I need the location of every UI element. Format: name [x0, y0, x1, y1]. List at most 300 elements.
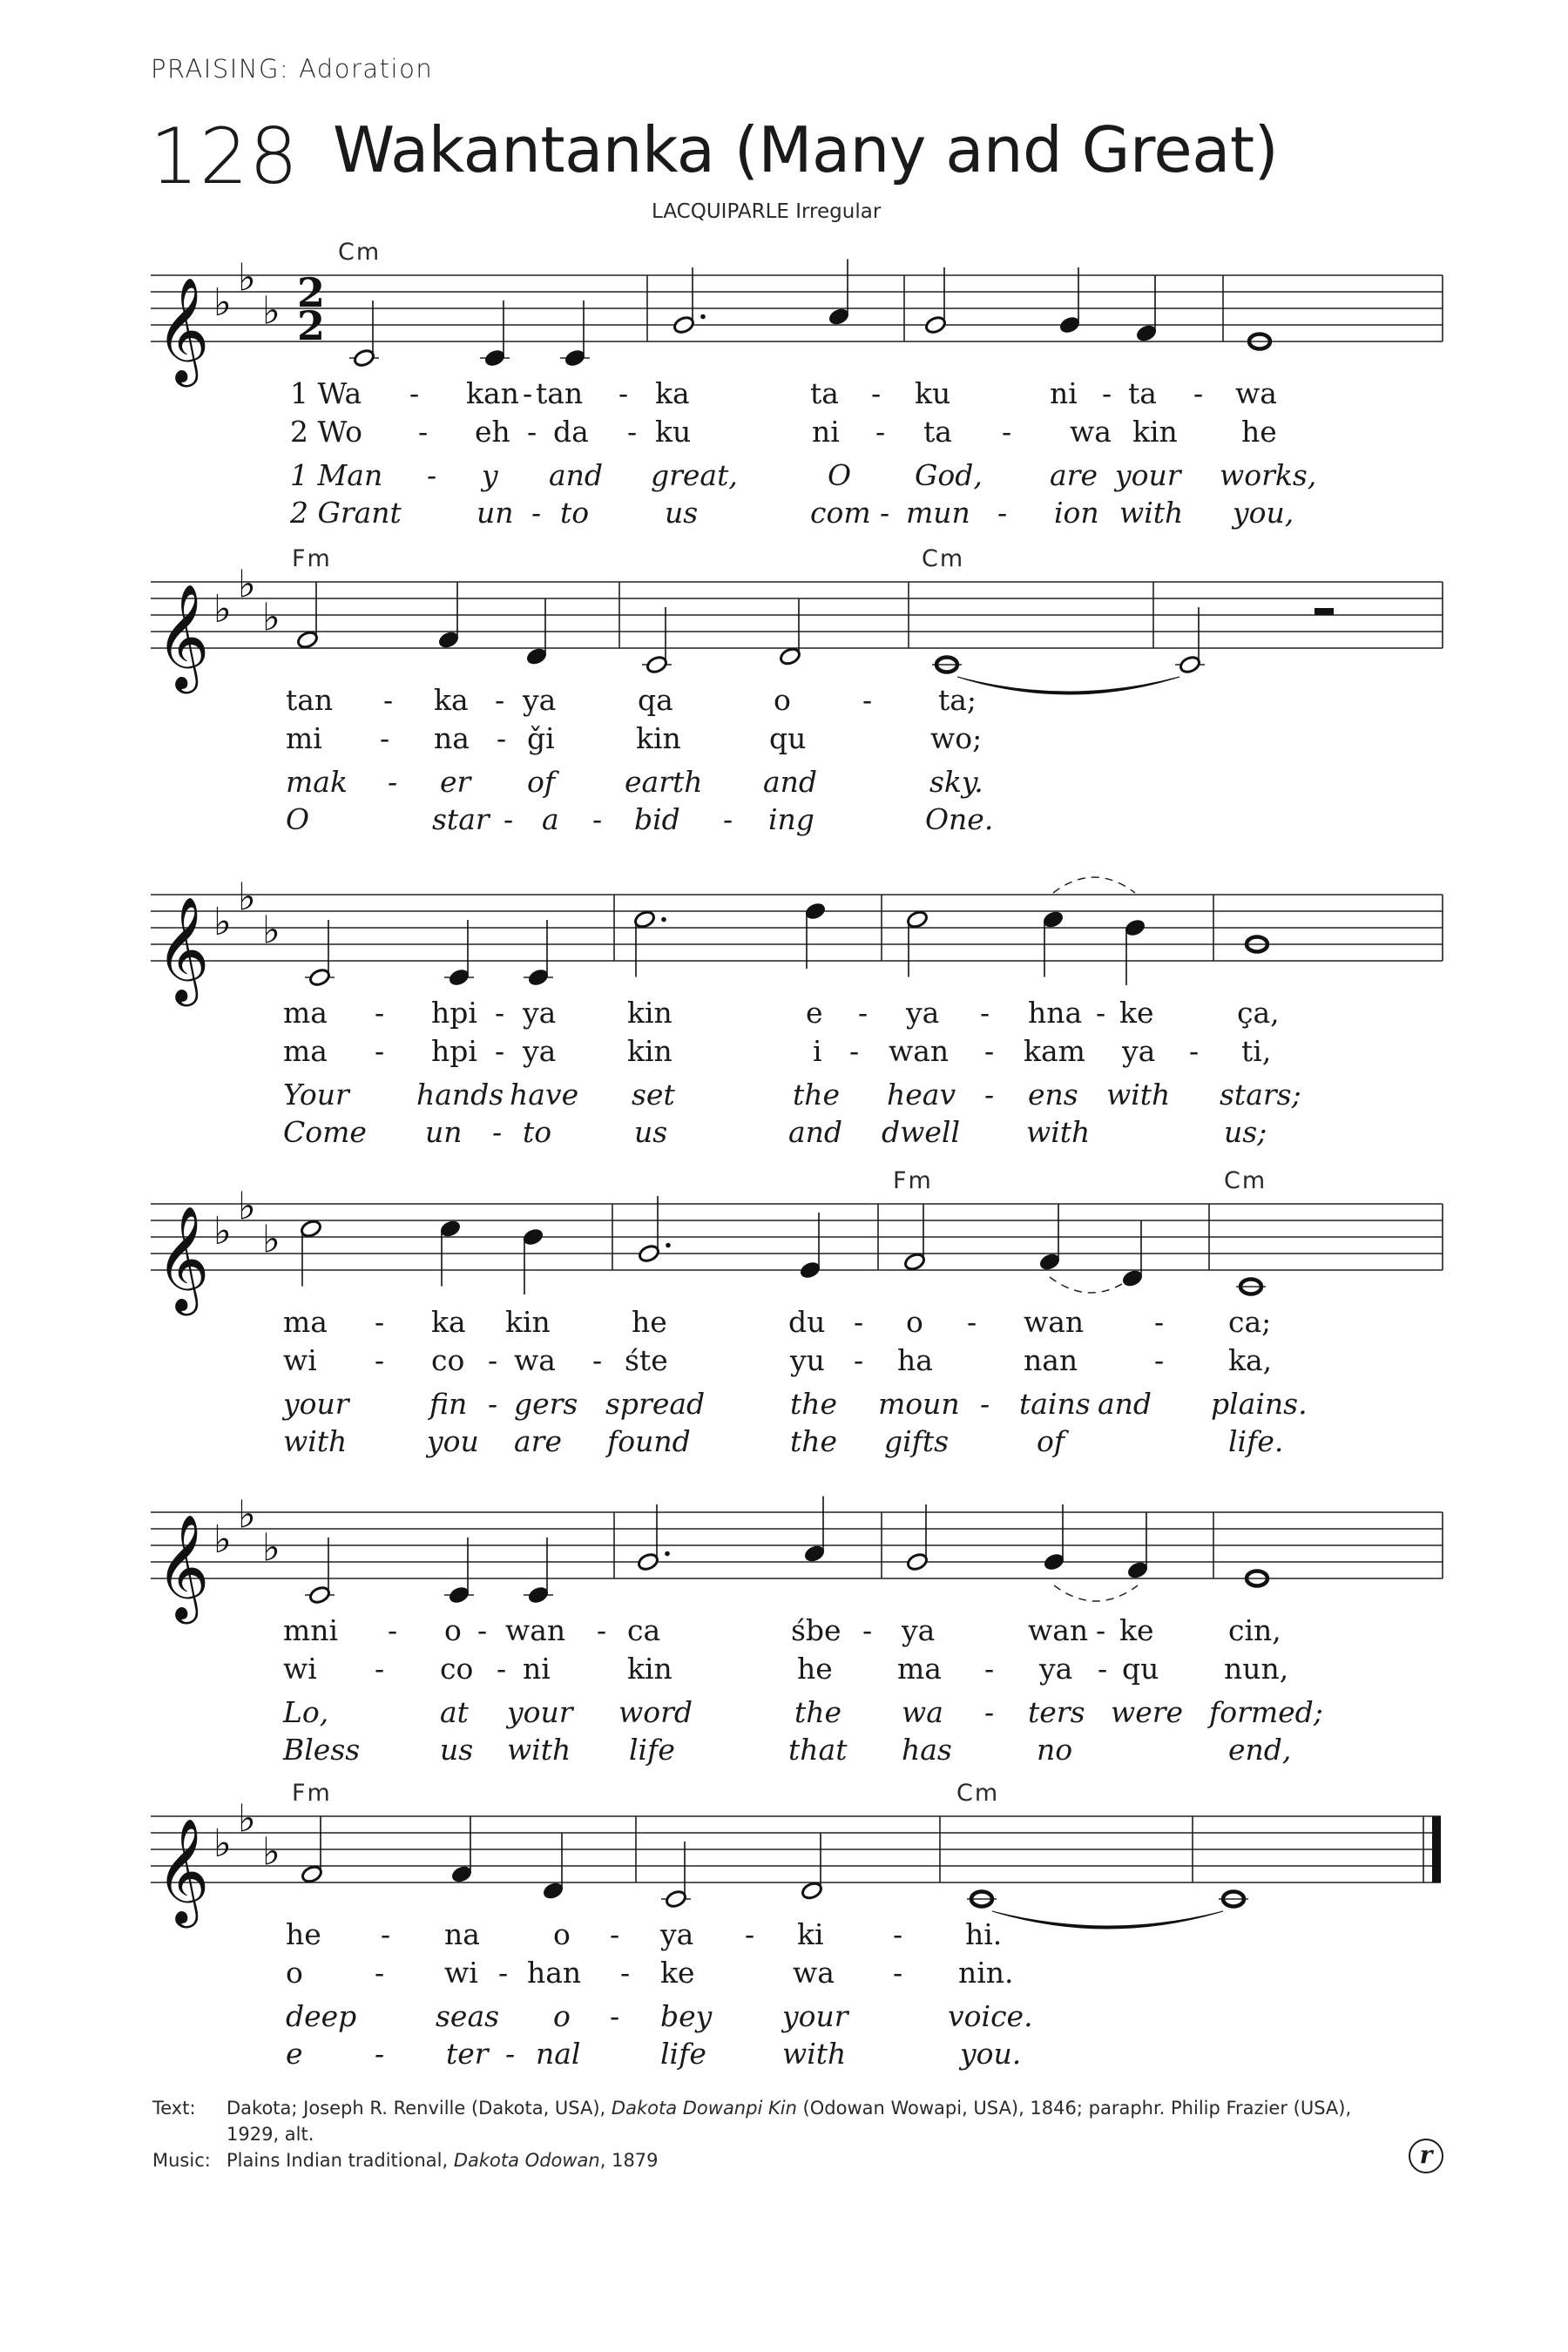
- chord-symbol: Cm: [338, 239, 382, 266]
- tie: [957, 677, 1179, 694]
- flat-icon: ♭: [238, 875, 256, 920]
- hyphen: -: [495, 996, 505, 1030]
- note-quarter: [1043, 1504, 1065, 1571]
- lyric-syllable: wan: [505, 1613, 566, 1647]
- lyric-syllable: o: [553, 1917, 571, 1951]
- flat-icon: ♭: [262, 1525, 280, 1571]
- flat-icon: ♭: [213, 1209, 232, 1254]
- lyric-syllable: ya: [523, 996, 557, 1030]
- lyric-syllable: found: [607, 1424, 691, 1458]
- lyric-syllable: ter: [446, 2037, 489, 2071]
- note-quarter: [525, 599, 548, 666]
- lyric-syllable: ta;: [938, 683, 977, 717]
- lyric-syllable: mak: [286, 765, 348, 799]
- lyric-syllable: ma: [897, 1652, 942, 1686]
- lyric-syllable: bid: [634, 802, 680, 836]
- hyphen: -: [497, 721, 507, 755]
- lyric-line: [283, 1115, 1267, 1149]
- lyric-line: [286, 765, 983, 799]
- lyric-syllable: o: [286, 1956, 303, 1990]
- lyric-syllable: o: [906, 1305, 923, 1339]
- hyphen: -: [610, 1999, 620, 2033]
- hyphen: -: [597, 1613, 607, 1647]
- hyphen: -: [427, 458, 437, 492]
- staff-system: [151, 545, 1443, 836]
- hyphen: -: [381, 1917, 391, 1951]
- hyphen: -: [1193, 376, 1204, 410]
- lyric-syllable: er: [440, 765, 471, 799]
- lyric-syllable: with: [1106, 1078, 1171, 1112]
- lyric-syllable: wi: [283, 1343, 317, 1377]
- lyric-syllable: ha: [897, 1343, 933, 1377]
- lyric-syllable: ion: [1054, 496, 1099, 530]
- lyric-syllable: ya: [523, 683, 557, 717]
- lyric-syllable: your: [1115, 458, 1181, 492]
- lyric-syllable: ku: [655, 415, 692, 449]
- lyric-syllable: gifts: [884, 1424, 950, 1458]
- hyphen: -: [745, 1917, 755, 1951]
- lyric-syllable: your: [283, 1387, 349, 1421]
- hyphen: -: [997, 496, 1008, 530]
- lyric-syllable: ka: [431, 1305, 466, 1339]
- lyric-syllable: wan: [889, 1034, 950, 1068]
- lyric-syllable: ni: [1050, 376, 1078, 410]
- note-quarter: [1042, 909, 1064, 977]
- lyric-syllable: star: [432, 802, 490, 836]
- hyphen: -: [388, 1613, 398, 1647]
- credits-text: [152, 2098, 1351, 2119]
- treble-clef-icon: 𝄞: [156, 1817, 210, 1923]
- lyric-syllable: com: [810, 496, 871, 530]
- lyric-syllable: ni: [812, 415, 840, 449]
- dashed-slur: [1054, 1585, 1138, 1601]
- lyric-syllable: Come: [283, 1115, 367, 1149]
- lyric-syllable: kam: [1024, 1034, 1085, 1068]
- lyric-syllable: wa: [902, 1695, 943, 1729]
- lyric-syllable: kin: [1132, 415, 1178, 449]
- hyphen: -: [375, 1956, 385, 1990]
- lyric-syllable: tains: [1019, 1387, 1091, 1421]
- lyric-syllable: with: [283, 1424, 348, 1458]
- lyric-syllable: han: [527, 1956, 582, 1990]
- flat-icon: ♭: [213, 1517, 232, 1562]
- flat-icon: ♭: [213, 587, 232, 632]
- lyric-syllable: kin: [627, 996, 672, 1030]
- staff-system: [151, 1167, 1443, 1458]
- lyric-syllable: formed;: [1209, 1695, 1323, 1729]
- lyric-syllable: o: [553, 1999, 571, 2033]
- lyric-syllable: o: [444, 1613, 462, 1647]
- tie: [992, 1911, 1223, 1929]
- dashed-slur: [1053, 877, 1135, 893]
- hyphen: -: [723, 802, 733, 836]
- lyric-syllable: ka: [434, 683, 469, 717]
- lyric-syllable: and: [1098, 1387, 1152, 1421]
- lyric-line: [290, 415, 1277, 449]
- note-quarter: [560, 301, 590, 368]
- lyric-syllable: ya: [523, 1034, 557, 1068]
- credits-text-part: (Odowan Wowapi, USA), 1846; paraphr. Philip Frazier (USA),: [796, 2098, 1352, 2119]
- lyric-syllable: wi: [444, 1956, 478, 1990]
- credits-text-source: Dakota Dowanpi Kin: [611, 2098, 797, 2119]
- hymn-number: 128: [150, 112, 299, 201]
- lyric-syllable: you.: [960, 2037, 1022, 2071]
- lyric-syllable: wa: [1235, 376, 1277, 410]
- hyphen: -: [418, 415, 429, 449]
- note-quarter: [450, 1817, 473, 1884]
- lyric-syllable: to: [560, 496, 590, 530]
- note-half: [349, 301, 379, 368]
- note-dotted-half: [633, 909, 666, 977]
- note-half: [301, 1817, 323, 1884]
- note-half: [642, 607, 672, 674]
- flat-icon: ♭: [213, 900, 232, 944]
- lyric-syllable: moun: [878, 1387, 960, 1421]
- hyphen: -: [488, 1343, 498, 1377]
- hyphen: -: [497, 1652, 507, 1686]
- flat-icon: ♭: [262, 908, 280, 953]
- lyric-syllable: life: [629, 1733, 675, 1767]
- lyric-syllable: ke: [660, 1956, 695, 1990]
- lyric-line: [290, 458, 1316, 492]
- hyphen: -: [1002, 415, 1012, 449]
- hyphen: -: [409, 376, 420, 410]
- lyric-syllable: spread: [605, 1387, 706, 1421]
- note-quarter: [1126, 1513, 1149, 1580]
- lyric-syllable: the: [794, 1695, 842, 1729]
- lyric-line: [283, 1305, 1271, 1339]
- lyric-syllable: are: [514, 1424, 562, 1458]
- lyric-syllable: O: [828, 458, 852, 492]
- flat-icon: ♭: [262, 595, 280, 640]
- hyphen: -: [504, 802, 514, 836]
- lyric-syllable: ma: [283, 1034, 328, 1068]
- hyphen: -: [849, 1034, 860, 1068]
- flat-icon: ♭: [238, 255, 256, 301]
- hyphen: -: [495, 1034, 505, 1068]
- hyphen: -: [375, 1343, 385, 1377]
- hyphen: -: [477, 1613, 488, 1647]
- lyric-syllable: co: [440, 1652, 474, 1686]
- lyric-syllable: qu: [769, 721, 807, 755]
- note-quarter: [803, 1497, 826, 1564]
- credits-music-source: Dakota Odowan: [453, 2150, 600, 2171]
- lyric-line: [286, 1999, 1033, 2033]
- lyric-line: [286, 1956, 1014, 1990]
- lyric-syllable: he: [1241, 415, 1277, 449]
- lyric-syllable: Bless: [283, 1733, 361, 1767]
- lyric-line: [283, 1343, 1272, 1377]
- lyric-syllable: earth: [625, 765, 703, 799]
- hyphen: -: [1096, 996, 1106, 1030]
- lyric-syllable: qa: [638, 683, 673, 717]
- hyphen: -: [1098, 1652, 1108, 1686]
- note-half: [305, 1538, 335, 1605]
- lyric-line: [289, 496, 1294, 530]
- credits-music-part: Plains Indian traditional,: [226, 2150, 454, 2171]
- lyric-syllable: da: [553, 415, 589, 449]
- lyric-line: [290, 376, 1277, 410]
- lyric-syllable: ta: [1128, 376, 1157, 410]
- lyric-syllable: life: [660, 2037, 706, 2071]
- lyric-syllable: un: [425, 1115, 463, 1149]
- flat-icon: ♭: [262, 1217, 280, 1262]
- hyphen: -: [854, 1305, 864, 1339]
- note-quarter: [444, 1538, 474, 1605]
- lyric-syllable: us: [665, 496, 699, 530]
- lyric-syllable: you,: [1233, 496, 1294, 530]
- hyphen: -: [893, 1917, 903, 1951]
- lyric-line: [283, 996, 1280, 1030]
- note-quarter: [522, 1227, 544, 1294]
- lyric-syllable: un: [476, 496, 514, 530]
- note-quarter: [542, 1834, 564, 1901]
- hyphen: -: [375, 1652, 385, 1686]
- lyric-syllable: co: [431, 1343, 465, 1377]
- lyric-syllable: with: [1119, 496, 1184, 530]
- lyric-syllable: ens: [1028, 1078, 1078, 1112]
- lyric-line: [286, 1917, 1002, 1951]
- lyric-syllable: set: [632, 1078, 675, 1112]
- hyphen: -: [880, 496, 890, 530]
- lyric-syllable: hpi: [431, 1034, 477, 1068]
- lyric-syllable: hna: [1028, 996, 1083, 1030]
- hyphen: -: [618, 376, 629, 410]
- staff-system: [151, 239, 1443, 530]
- note-quarter: [1058, 267, 1081, 335]
- hyphen: -: [527, 415, 537, 449]
- staff-system: [151, 1493, 1443, 1767]
- note-whole: [932, 658, 962, 672]
- lyric-syllable: and: [763, 765, 818, 799]
- lyric-syllable: ma: [283, 996, 328, 1030]
- flat-icon: ♭: [262, 1829, 280, 1875]
- lyric-syllable: hands: [416, 1078, 504, 1112]
- lyric-syllable: ya: [1039, 1652, 1073, 1686]
- lyric-syllable: qu: [1122, 1652, 1159, 1686]
- lyric-syllable: voice.: [948, 1999, 1033, 2033]
- lyric-syllable: tan: [286, 683, 334, 717]
- note-half: [661, 1842, 691, 1909]
- lyric-line: [286, 683, 977, 717]
- lyric-line: [283, 1613, 1281, 1647]
- lyric-syllable: ki: [797, 1917, 824, 1951]
- lyric-syllable: O: [286, 802, 310, 836]
- publisher-logo-icon: r: [1409, 2139, 1443, 2173]
- hyphen: -: [862, 1613, 873, 1647]
- lyric-syllable: kin: [627, 1652, 672, 1686]
- treble-clef-icon: 𝄞: [156, 1205, 210, 1311]
- chord-symbol: Fm: [292, 1780, 332, 1807]
- hyphen: -: [980, 1387, 990, 1421]
- lyric-syllable: no: [1037, 1733, 1073, 1767]
- lyric-syllable: e: [806, 996, 823, 1030]
- lyric-syllable: stars;: [1220, 1078, 1301, 1112]
- lyric-syllable: mi: [286, 721, 322, 755]
- lyric-line: [286, 2037, 1021, 2071]
- hyphen: -: [375, 1034, 385, 1068]
- flat-icon: ♭: [238, 1184, 256, 1229]
- lyric-syllable: eh: [475, 415, 510, 449]
- flat-icon: ♭: [238, 1796, 256, 1842]
- dashed-slur: [1050, 1277, 1132, 1293]
- flat-icon: ♭: [213, 1821, 232, 1866]
- lyric-syllable: kin: [505, 1305, 551, 1339]
- lyric-syllable: the: [793, 1078, 841, 1112]
- time-signature: 2: [297, 302, 326, 349]
- hyphen: -: [592, 802, 603, 836]
- hyphen: -: [893, 1956, 903, 1990]
- hyphen: -: [1189, 1034, 1200, 1068]
- lyric-syllable: na: [434, 721, 470, 755]
- lyric-syllable: wi: [283, 1652, 317, 1686]
- flat-icon: ♭: [238, 1492, 256, 1538]
- lyric-line: [286, 721, 982, 755]
- lyric-syllable: i: [813, 1034, 822, 1068]
- note-quarter: [1124, 918, 1146, 985]
- lyric-syllable: plains.: [1211, 1387, 1308, 1421]
- lyric-line: [283, 1078, 1301, 1112]
- lyric-syllable: ca;: [1228, 1305, 1272, 1339]
- lyric-syllable: ça,: [1237, 996, 1280, 1030]
- note-quarter: [1135, 276, 1158, 343]
- lyric-syllable: ya: [902, 1613, 936, 1647]
- note-whole: [967, 1892, 997, 1907]
- credits-music-part: , 1879: [599, 2150, 659, 2171]
- note-whole: [1236, 1280, 1266, 1294]
- lyric-syllable: sky.: [929, 765, 983, 799]
- lyric-syllable: us: [440, 1733, 474, 1767]
- lyric-syllable: he: [286, 1917, 321, 1951]
- lyric-line: [283, 1424, 1283, 1458]
- lyric-syllable: nal: [536, 2037, 581, 2071]
- lyric-syllable: great,: [651, 458, 738, 492]
- note-quarter: [1038, 1205, 1061, 1272]
- hyphen: -: [610, 1917, 620, 1951]
- chord-symbol: Cm: [1224, 1167, 1267, 1194]
- lyric-syllable: works,: [1220, 458, 1317, 492]
- lyric-syllable: wa: [1070, 415, 1112, 449]
- lyric-syllable: ti,: [1241, 1034, 1272, 1068]
- hyphen: -: [375, 2037, 385, 2071]
- note-half: [296, 583, 319, 650]
- hyphen: -: [854, 1343, 864, 1377]
- note-whole: [1219, 1892, 1248, 1907]
- lyric-syllable: ta: [810, 376, 839, 410]
- credits-music-label: Music:: [152, 2150, 211, 2171]
- flat-icon: ♭: [238, 562, 256, 607]
- lyric-line: [283, 1652, 1288, 1686]
- lyric-syllable: at: [440, 1695, 469, 1729]
- lyric-syllable: śte: [625, 1343, 668, 1377]
- note-quarter: [1121, 1221, 1144, 1288]
- lyric-syllable: na: [444, 1917, 480, 1951]
- lyric-syllable: wa: [793, 1956, 835, 1990]
- lyric-syllable: yu: [790, 1343, 825, 1377]
- chord-symbol: Cm: [956, 1780, 1000, 1807]
- lyric-syllable: and: [549, 458, 604, 492]
- lyric-syllable: that: [788, 1733, 848, 1767]
- lyric-syllable: wo;: [930, 721, 983, 755]
- tune-name-meter: LACQUIPARLE Irregular: [652, 200, 882, 223]
- lyric-syllable: ku: [915, 376, 951, 410]
- lyric-syllable: of: [527, 765, 556, 799]
- hyphen: -: [531, 496, 542, 530]
- lyric-syllable: deep: [286, 1999, 357, 2033]
- lyric-syllable: have: [510, 1078, 579, 1112]
- credits-text-part: Dakota; Joseph R. Renville (Dakota, USA),: [226, 2098, 612, 2119]
- lyric-syllable: us: [634, 1115, 668, 1149]
- staff-system: [151, 1780, 1441, 2071]
- flat-icon: ♭: [262, 288, 280, 334]
- flat-icon: ♭: [213, 280, 232, 325]
- lyric-syllable: with: [782, 2037, 847, 2071]
- hyphen: -: [523, 376, 533, 410]
- lyric-syllable: you: [427, 1424, 479, 1458]
- note-half: [305, 920, 335, 987]
- lyric-syllable: 1 Man: [290, 458, 383, 492]
- hyphen: -: [1096, 1613, 1106, 1647]
- lyric-syllable: heav: [887, 1078, 956, 1112]
- lyric-syllable: hpi: [431, 996, 477, 1030]
- lyric-syllable: kan: [466, 376, 519, 410]
- lyric-syllable: God,: [915, 458, 983, 492]
- note-half: [300, 1219, 322, 1286]
- lyric-syllable: ya: [906, 996, 940, 1030]
- lyric-syllable: ka,: [1228, 1343, 1273, 1377]
- lyric-syllable: kin: [627, 1034, 672, 1068]
- note-half: [801, 1834, 823, 1901]
- note-quarter: [437, 583, 460, 650]
- lyric-syllable: your: [782, 1999, 848, 2033]
- hyphen: -: [498, 1956, 509, 1990]
- note-quarter: [524, 1538, 553, 1605]
- lyric-syllable: cin,: [1228, 1613, 1281, 1647]
- lyric-syllable: hi.: [965, 1917, 1003, 1951]
- hyphen: -: [620, 1956, 631, 1990]
- lyric-syllable: ka: [655, 376, 690, 410]
- lyric-syllable: ya: [1122, 1034, 1156, 1068]
- lyric-syllable: with: [1026, 1115, 1091, 1149]
- note-half: [903, 1205, 926, 1272]
- hyphen: -: [592, 1343, 603, 1377]
- lyric-syllable: of: [1037, 1424, 1065, 1458]
- note-quarter: [480, 301, 510, 368]
- hyphen: -: [984, 1695, 995, 1729]
- hyphen: -: [858, 996, 868, 1030]
- lyric-syllable: seas: [436, 1999, 500, 2033]
- hyphen: -: [492, 1115, 503, 1149]
- credits-text-label: Text:: [152, 2098, 196, 2119]
- lyric-syllable: Your: [283, 1078, 349, 1112]
- hyphen: -: [380, 721, 390, 755]
- time-signature: 2: [297, 269, 326, 316]
- staff-system: [151, 875, 1443, 1150]
- credits-text-line2: 1929, alt.: [226, 2124, 314, 2145]
- lyric-syllable: o: [774, 683, 791, 717]
- lyric-syllable: y: [482, 458, 498, 492]
- hyphen: -: [1102, 376, 1112, 410]
- lyric-syllable: nun,: [1224, 1652, 1289, 1686]
- lyric-syllable: mun: [906, 496, 970, 530]
- lyric-line: [286, 802, 993, 836]
- hyphen: -: [495, 683, 505, 717]
- lyric-syllable: kin: [636, 721, 681, 755]
- lyric-line: [282, 1733, 1291, 1767]
- lyric-syllable: he: [632, 1305, 667, 1339]
- hyphen: -: [505, 2037, 516, 2071]
- chord-symbol: Fm: [893, 1167, 933, 1194]
